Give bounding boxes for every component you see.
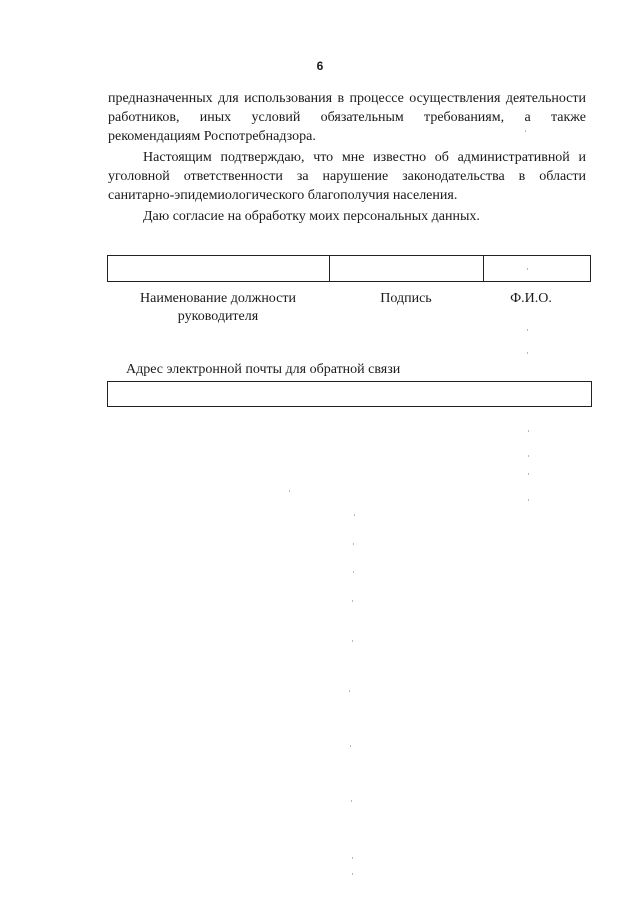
scan-speck xyxy=(352,873,353,875)
paragraph-line: Настоящим подтверждаю, что мне известно об административной и xyxy=(143,150,586,165)
paragraph-responsibility xyxy=(108,148,586,205)
full-name-caption: Ф.И.О. xyxy=(510,291,552,306)
scan-speck xyxy=(528,499,529,501)
scan-speck xyxy=(527,352,528,354)
scan-speck xyxy=(354,514,355,516)
email-label: Адрес электронной почты для обратной связи xyxy=(126,362,401,377)
paragraph-line: предназначенных для использования в процессе осуществления деятельности xyxy=(108,91,586,106)
full-name-field[interactable] xyxy=(484,256,590,281)
signature-field[interactable] xyxy=(330,256,484,281)
email-field[interactable] xyxy=(107,381,592,407)
paragraph-line: рекомендациям Роспотребнадзора. xyxy=(108,129,316,144)
scan-speck xyxy=(528,455,529,457)
position-field[interactable] xyxy=(108,256,330,281)
position-caption xyxy=(118,290,318,326)
paragraph-line: санитарно-эпидемиологического благополучия населения. xyxy=(108,188,458,203)
position-caption-line: Наименование должности xyxy=(140,291,296,306)
page-number: 6 xyxy=(316,59,324,73)
paragraph-line: уголовной ответственности за нарушение законодательства в области xyxy=(108,169,586,184)
signature-caption: Подпись xyxy=(380,291,432,306)
scan-speck xyxy=(527,268,528,270)
scan-speck xyxy=(528,430,529,432)
scan-speck xyxy=(350,745,351,747)
position-caption-line: руководителя xyxy=(177,309,259,324)
scan-speck xyxy=(351,800,352,802)
scan-speck xyxy=(353,543,354,545)
scan-speck xyxy=(353,571,354,573)
scan-speck xyxy=(527,329,528,331)
paragraph-consent: Даю согласие на обработку моих персональных данных. xyxy=(143,209,480,224)
paragraph-line: работников, иных условий обязательным требованиям, а также xyxy=(108,110,586,125)
scan-speck xyxy=(525,130,526,132)
scan-speck xyxy=(349,690,350,692)
paragraph-requirements xyxy=(108,89,586,146)
signature-table xyxy=(107,255,591,282)
scan-speck xyxy=(352,640,353,642)
scan-speck xyxy=(352,857,353,859)
scan-speck xyxy=(528,473,529,475)
scan-speck xyxy=(352,600,353,602)
scan-speck xyxy=(289,490,290,492)
